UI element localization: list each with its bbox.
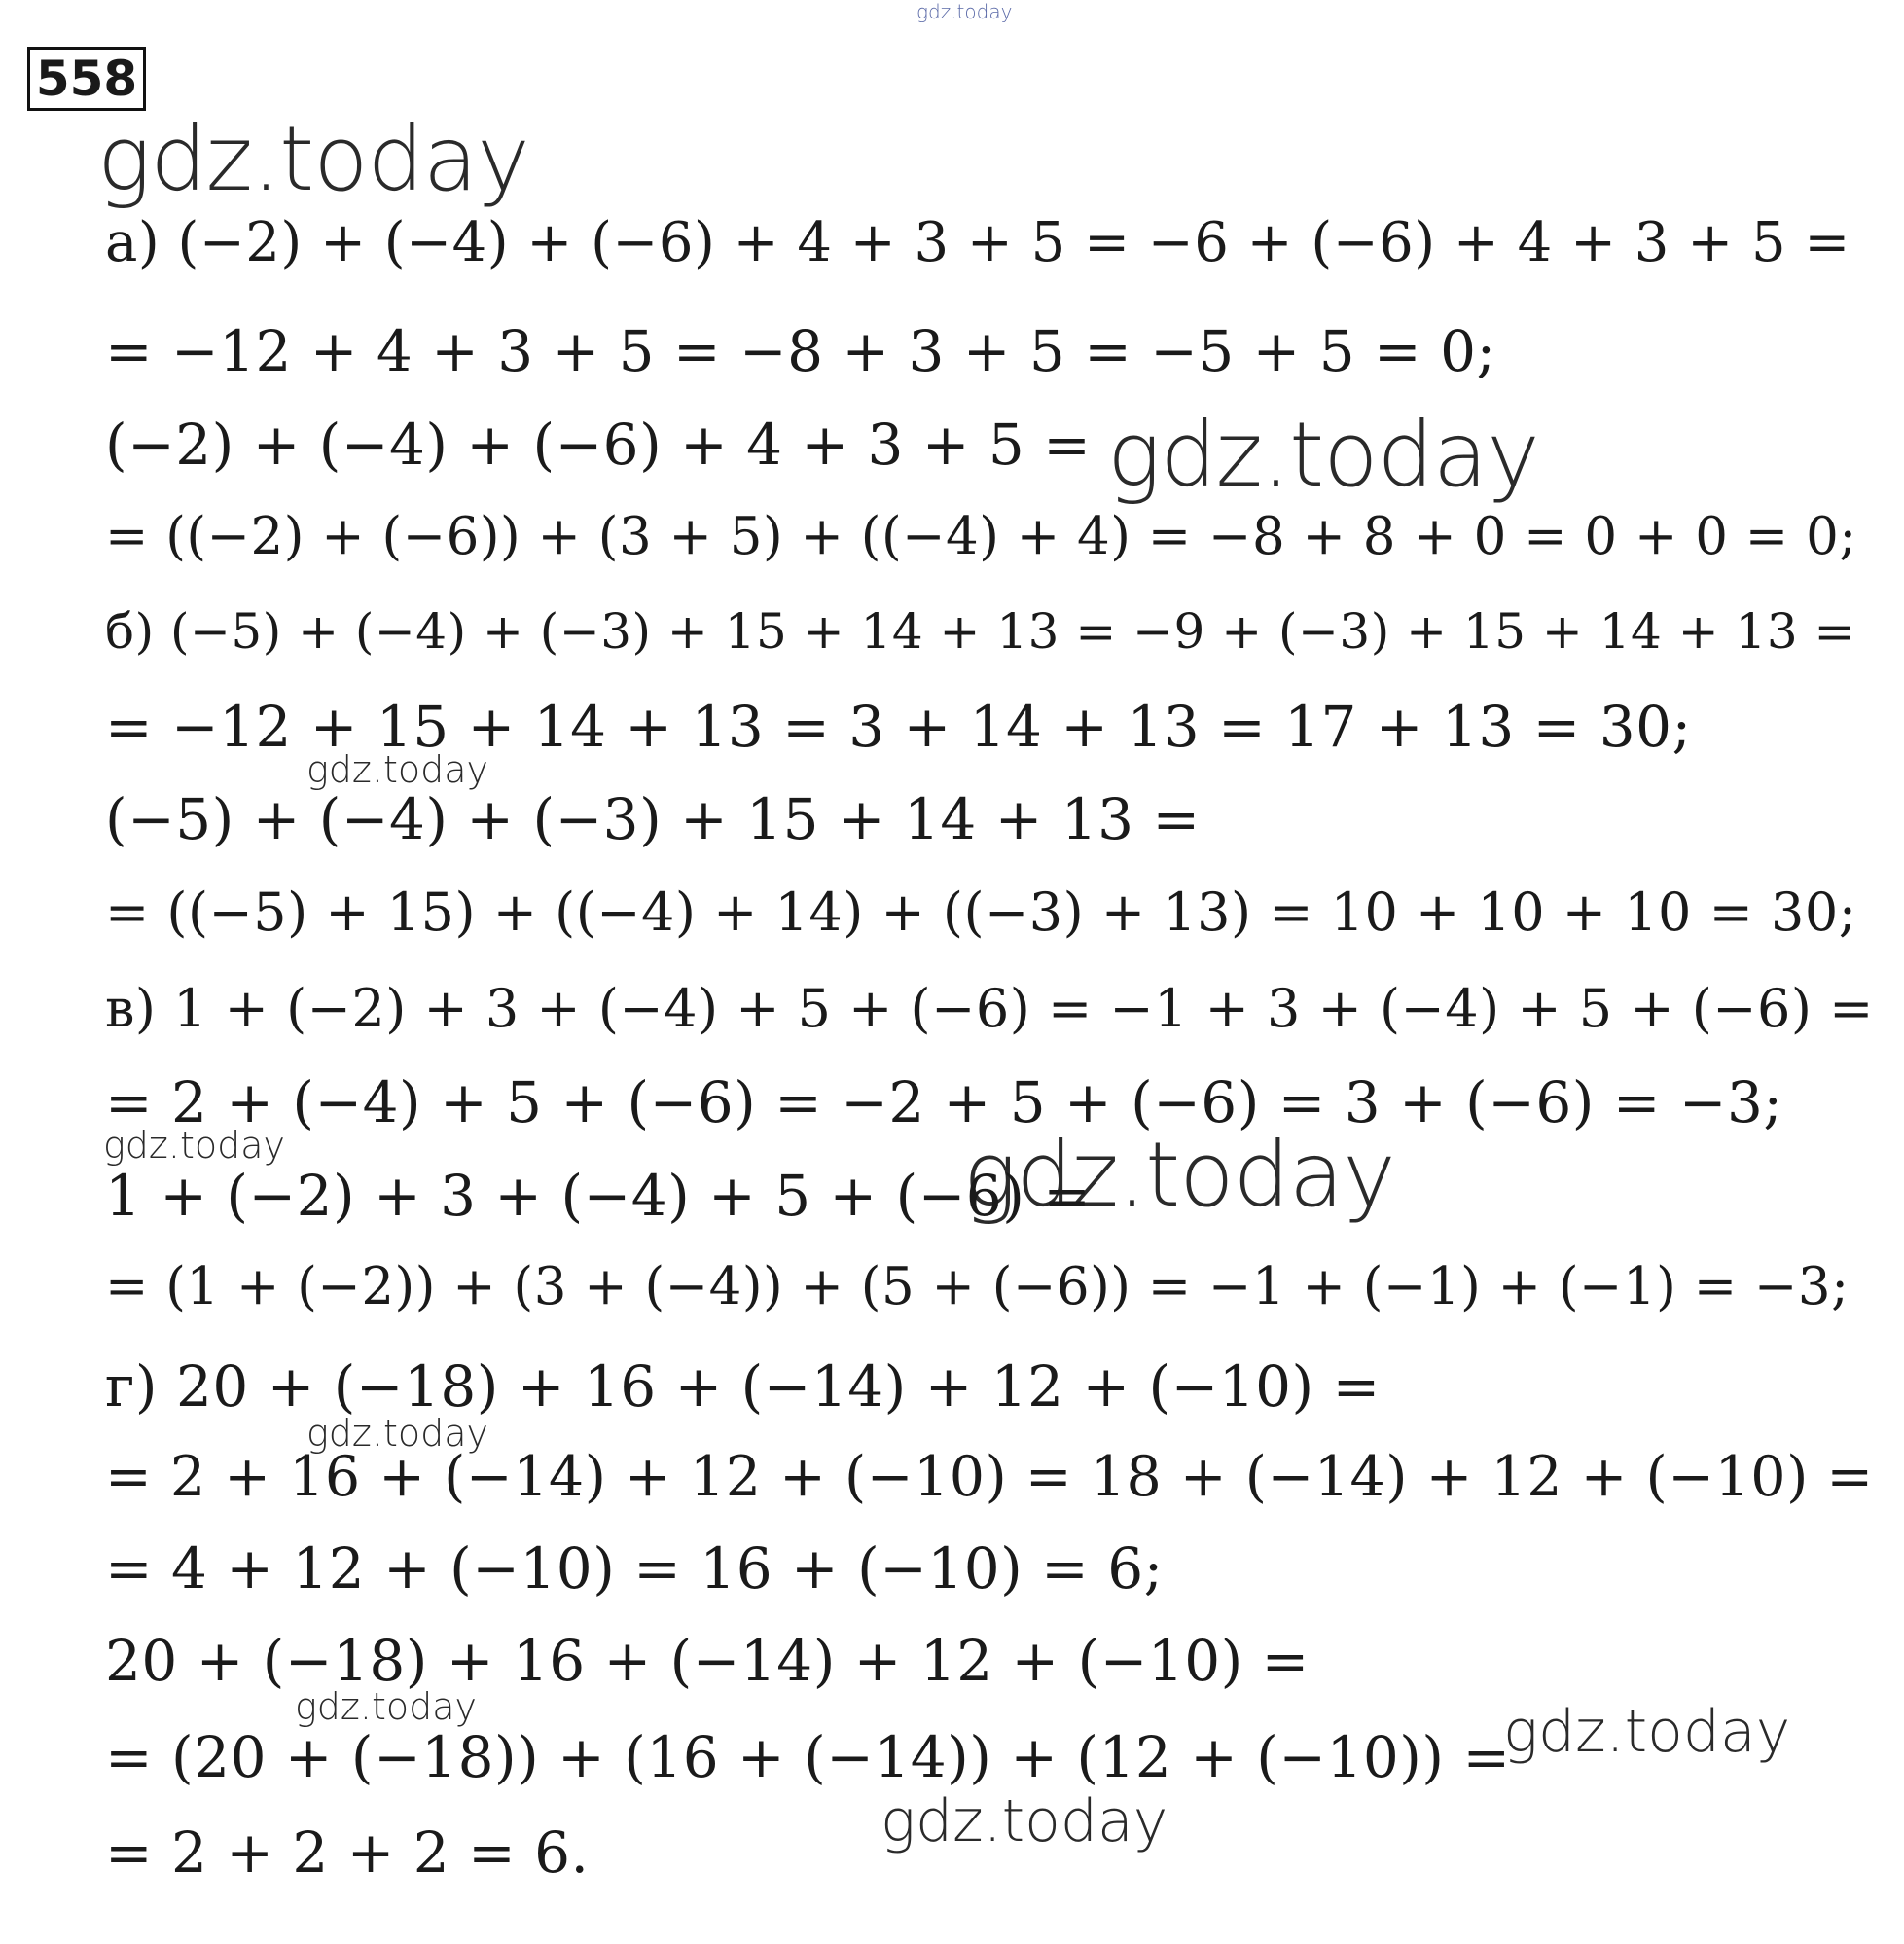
- equation-line: = ((−5) + 15) + ((−4) + 14) + ((−3) + 13) = 10 + 10 + 10 = 30;: [105, 882, 1857, 943]
- problem-number: 558: [27, 47, 146, 111]
- watermark: gdz.today: [306, 1412, 488, 1455]
- watermark: gdz.today: [103, 1124, 285, 1167]
- equation-line: 20 + (−18) + 16 + (−14) + 12 + (−10) =: [105, 1628, 1310, 1694]
- equation-line: = −12 + 15 + 14 + 13 = 3 + 14 + 13 = 17 + 13 = 30;: [105, 694, 1692, 760]
- equation-line: = 4 + 12 + (−10) = 16 + (−10) = 6;: [105, 1535, 1164, 1602]
- equation-line: г) 20 + (−18) + 16 + (−14) + 12 + (−10) =: [105, 1353, 1381, 1420]
- watermark: gdz.today: [306, 748, 488, 791]
- equation-line: = (20 + (−18)) + (16 + (−14)) + (12 + (−10)) =: [105, 1724, 1511, 1790]
- equation-line: б) (−5) + (−4) + (−3) + 15 + 14 + 13 = −9 + (−3) + 15 + 14 + 13 =: [105, 603, 1855, 660]
- equation-line: = (1 + (−2)) + (3 + (−4)) + (5 + (−6)) = −1 + (−1) + (−1) = −3;: [105, 1257, 1850, 1316]
- equation-line: = ((−2) + (−6)) + (3 + 5) + ((−4) + 4) = −8 + 8 + 0 = 0 + 0 = 0;: [105, 507, 1857, 566]
- watermark: gdz.today: [880, 1787, 1168, 1855]
- watermark-top: gdz.today: [916, 0, 1013, 23]
- watermark: gdz.today: [295, 1685, 477, 1728]
- equation-line: (−5) + (−4) + (−3) + 15 + 14 + 13 =: [105, 786, 1201, 852]
- equation-line: 1 + (−2) + 3 + (−4) + 5 + (−6) =: [105, 1163, 1092, 1229]
- watermark: gdz.today: [97, 107, 529, 211]
- watermark: gdz.today: [1503, 1698, 1791, 1766]
- equation-line: (−2) + (−4) + (−6) + 4 + 3 + 5 =: [105, 412, 1092, 478]
- equation-line: = −12 + 4 + 3 + 5 = −8 + 3 + 5 = −5 + 5 = 0;: [105, 318, 1496, 384]
- equation-line: = 2 + 16 + (−14) + 12 + (−10) = 18 + (−14) + 12 + (−10) =: [105, 1445, 1874, 1509]
- equation-line: а) (−2) + (−4) + (−6) + 4 + 3 + 5 = −6 + (−6) + 4 + 3 + 5 =: [105, 211, 1850, 274]
- equation-line: = 2 + 2 + 2 = 6.: [105, 1819, 590, 1886]
- watermark: gdz.today: [963, 1123, 1395, 1227]
- equation-line: в) 1 + (−2) + 3 + (−4) + 5 + (−6) = −1 + 3 + (−4) + 5 + (−6) =: [105, 978, 1874, 1039]
- watermark: gdz.today: [1107, 403, 1539, 507]
- equation-line: = 2 + (−4) + 5 + (−6) = −2 + 5 + (−6) = 3 + (−6) = −3;: [105, 1069, 1783, 1135]
